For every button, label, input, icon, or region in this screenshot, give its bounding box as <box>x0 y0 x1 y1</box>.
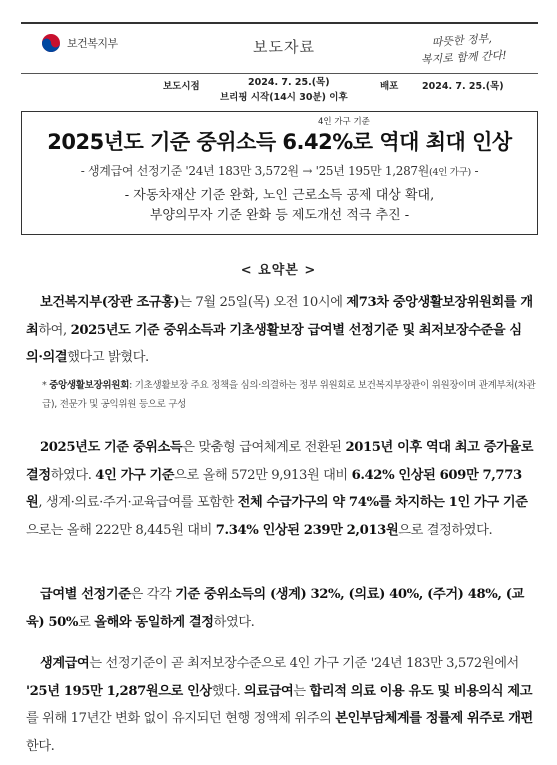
headline-subtitle-1 <box>22 162 537 179</box>
subtitle-2-line-b: 부양의무자 기준 완화 등 제도개선 적극 추진 - <box>149 208 410 223</box>
subtitle-2-line-a: - 자동차재산 기준 완화, 노인 근로소득 공제 대상 확대, <box>124 188 435 203</box>
headline-box <box>21 111 538 235</box>
handwritten-slogan <box>400 28 530 68</box>
paragraph-1: 보건복지부(장관 조규홍)는 7월 25일(목) 오전 10시에 제73차 중앙생활보장위원회를 개최하여, 2025년도 기준 중위소득과 기초생활보장 급여별 선정기준 및 최저보장수준을 심의·의결했다고 밝혔다. <box>26 295 533 365</box>
svg-text:따뜻한 정부,: 따뜻한 정부, <box>431 31 493 50</box>
ministry-name: 보건복지부 <box>67 37 118 50</box>
headline-superscript-note: 4인 가구 기준 <box>318 117 370 127</box>
footnote: * 중앙생활보장위원회: 기초생활보장 주요 정책을 심의·의결하는 정부 위원회로 보건복지부장관이 위원장이며 관계부처(차관급), 전문가 및 공익위원 등으로 구성 <box>42 380 536 410</box>
svg-text:복지로 함께 간다!: 복지로 함께 간다! <box>420 48 507 67</box>
paragraph-2: 2025년도 기준 중위소득은 맞춤형 급여체계로 전환된 2015년 이후 역대 최고 증가율로 결정하였다. 4인 가구 기준으로 올해 572만 9,913원 대비 6.42% 인상된 609만 7,773원, 생계·의료·주거·교육급여를 포함한 전체 수급가구의 약 74%를 차지하는 1인 가구 기준으로는 올해 222만 8,445원 대비 7.34% 인상된 239만 2,013원으로 결정하였다. <box>26 440 534 538</box>
distribution-label: 배포 <box>380 81 399 92</box>
summary-heading: < 요약본 > <box>240 263 317 278</box>
subtitle-1-end: - <box>470 164 479 178</box>
document-header <box>21 22 538 74</box>
headline-title: 2025년도 기준 중위소득 6.42%로 역대 최대 인상 <box>47 130 512 154</box>
subtitle-1-text: - 생계급여 선정기준 '24년 183만 3,572원 → '25년 195만 1,287원 <box>80 164 430 178</box>
doc-type-label: 보도자료 <box>253 38 315 56</box>
headline-subtitle-2 <box>22 186 537 226</box>
distribution-value: 2024. 7. 25.(목) <box>422 81 504 92</box>
release-time-label: 보도시점 <box>163 81 200 92</box>
release-time-value-1: 2024. 7. 25.(목) <box>248 77 330 88</box>
paragraph-3: 급여별 선정기준은 각각 기준 중위소득의 (생계) 32%, (의료) 40%, (주거) 48%, (교육) 50%로 올해와 동일하게 결정하였다. <box>26 587 524 630</box>
subtitle-1-small: (4인 가구) <box>429 167 471 178</box>
taegeuk-icon <box>41 33 61 53</box>
paragraph-4: 생계급여는 선정기준이 곧 최저보장수준으로 4인 가구 기준 '24년 183만 3,572원에서 '25년 195만 1,287원으로 인상했다. 의료급여는 합리적 의료 이용 유도 및 비용의식 제고를 위해 17년간 변화 없이 유지되던 현행 정액제 위주의 본인부담체계를 정률제 위주로 개편한다. <box>26 656 533 754</box>
release-time-value-2: 브리핑 시작(14시 30분) 이후 <box>220 92 348 103</box>
ministry-logo <box>41 33 118 53</box>
